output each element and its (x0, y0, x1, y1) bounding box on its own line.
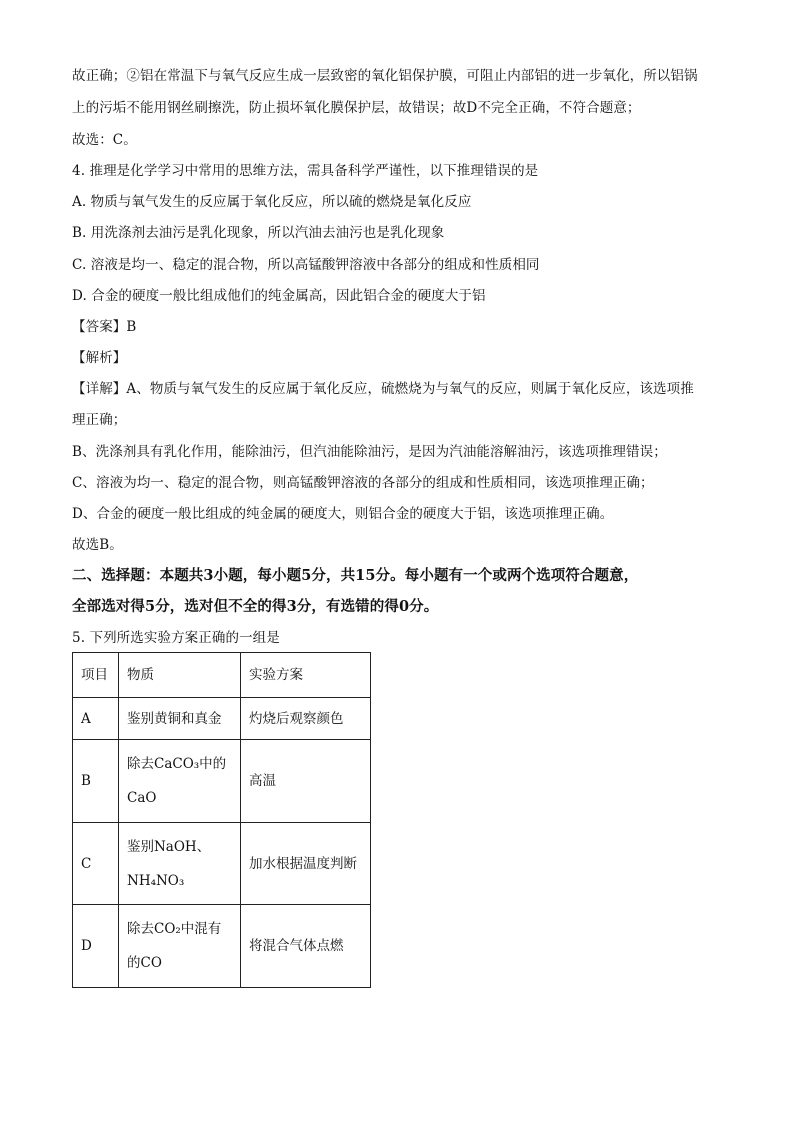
method-cell: 灼烧后观察颜色 (241, 698, 371, 740)
explanation-line: B、洗涤剂具有乳化作用，能除油污，但汽油能除油污，是因为汽油能溶解油污，该选项推理错误； (72, 444, 667, 460)
substance-line: NH₄NO₃ (127, 872, 185, 889)
table-row (73, 740, 371, 823)
answer-label: 【答案】B (72, 319, 137, 335)
section-heading: 全部选对得5分，选对但不全的得3分，有选错的得0分。 (72, 598, 439, 615)
choice-conclusion: 故选B。 (72, 537, 123, 553)
substance-line: 的CO (127, 955, 162, 971)
section-heading: 二、选择题：本题共3小题，每小题5分，共15分。每小题有一个或两个选项符合题意， (72, 567, 639, 584)
header-cell: 实验方案 (241, 653, 371, 698)
substance-line: 除去CO₂中混有 (127, 921, 222, 937)
method-cell: 高温 (241, 740, 371, 823)
substance-cell (119, 823, 241, 905)
item-cell: B (73, 740, 119, 823)
explanation-line: 【详解】A、物质与氧气发生的反应属于氧化反应，硫燃烧为与氧气的反应，则属于氧化反应，该选项推 (72, 381, 694, 397)
paragraph-line: 故选：C。 (72, 132, 137, 148)
option-b: B. 用洗涤剂去油污是乳化现象，所以汽油去油污也是乳化现象 (72, 225, 445, 241)
table-row (73, 905, 371, 988)
item-cell: A (73, 698, 119, 740)
question-4-stem: 4. 推理是化学学习中常用的思维方法，需具备科学严谨性，以下推理错误的是 (72, 163, 539, 179)
substance-cell: 鉴别黄铜和真金 (119, 698, 241, 740)
substance-line: 鉴别NaOH、 (127, 838, 211, 855)
explanation-line: 理正确； (72, 412, 127, 428)
experiment-table (72, 652, 371, 988)
header-cell: 项目 (73, 653, 119, 698)
substance-line: CaO (127, 790, 157, 806)
explanation-line: C、溶液为均一、稳定的混合物，则高锰酸钾溶液的各部分的组成和性质相同，该选项推理正确； (72, 475, 654, 491)
method-cell: 将混合气体点燃 (241, 905, 371, 988)
analysis-label: 【解析】 (72, 350, 127, 366)
table-header-row (73, 653, 371, 698)
substance-cell (119, 740, 241, 823)
explanation-line: D、合金的硬度一般比组成的纯金属的硬度大，则铝合金的硬度大于铝，该选项推理正确。 (72, 506, 614, 522)
substance-cell (119, 905, 241, 988)
paragraph-line: 故正确；②铝在常温下与氧气反应生成一层致密的氧化铝保护膜，可阻止内部铝的进一步氧化，所以铝锅 (72, 68, 698, 84)
item-cell: C (73, 823, 119, 905)
method-cell: 加水根据温度判断 (241, 823, 371, 905)
item-cell: D (73, 905, 119, 988)
table-row (73, 698, 371, 740)
option-a: A. 物质与氧气发生的反应属于氧化反应，所以硫的燃烧是氧化反应 (72, 194, 472, 210)
header-cell: 物质 (119, 653, 241, 698)
option-c: C. 溶液是均一、稳定的混合物，所以高锰酸钾溶液中各部分的组成和性质相同 (72, 257, 540, 273)
paragraph-line: 上的污垢不能用钢丝刷擦洗，防止损坏氧化膜保护层，故错误；故D不完全正确，不符合题意； (72, 100, 641, 116)
table-row (73, 823, 371, 905)
substance-line: 除去CaCO₃中的 (127, 756, 227, 772)
option-d: D. 合金的硬度一般比组成他们的纯金属高，因此铝合金的硬度大于铝 (72, 288, 486, 304)
question-5-stem: 5. 下列所选实验方案正确的一组是 (72, 630, 280, 646)
